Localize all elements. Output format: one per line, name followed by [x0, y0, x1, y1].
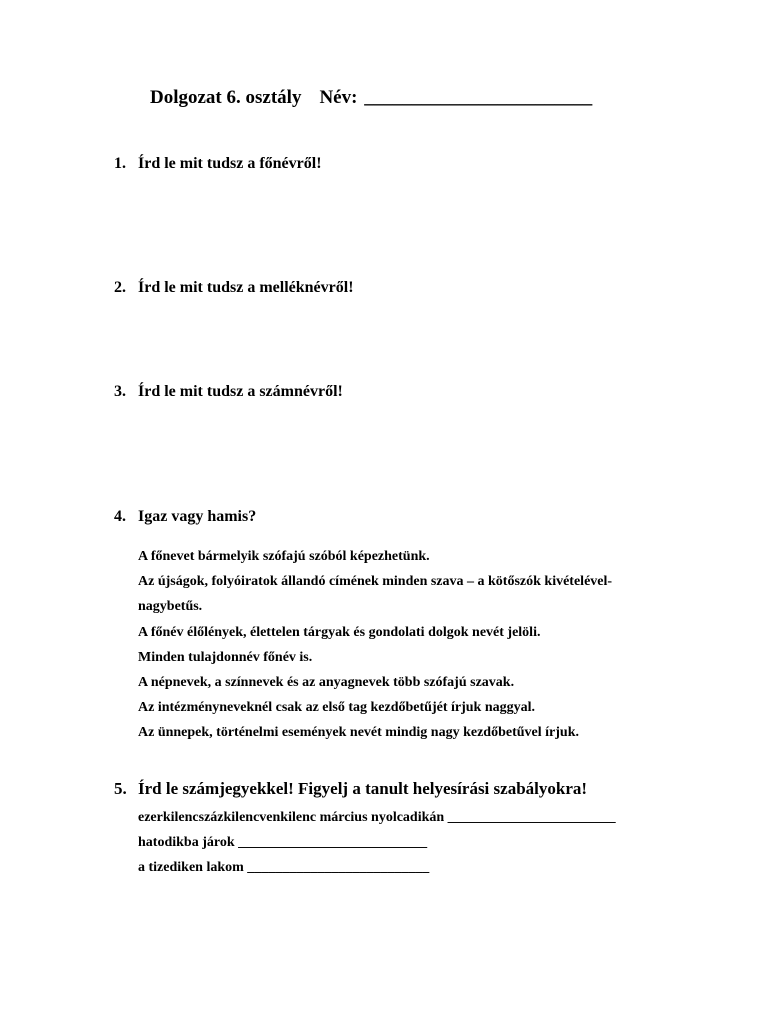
question-2 — [114, 278, 354, 298]
statement-line: A népnevek, a színnevek és az anyagnevek több szófajú szavak. — [138, 675, 515, 691]
statement-line: Minden tulajdonnév főnév is. — [138, 649, 313, 665]
exercise-line: hatodikba járok ___________________________ — [138, 835, 428, 851]
question-3 — [114, 382, 343, 402]
question-1 — [114, 154, 322, 174]
statement-line: A főnév élőlények, élettelen tárgyak és gondolati dolgok nevét jelöli. — [138, 624, 541, 640]
statement-line: Az ünnepek, történelmi események nevét mindig nagy kezdőbetűvel írjuk. — [138, 725, 579, 741]
question-text: Igaz vagy hamis? — [138, 508, 257, 525]
statement-line: A főnevet bármelyik szófajú szóból képezhetünk. — [138, 549, 430, 564]
name-label: Név: — [319, 87, 358, 108]
question-4 — [114, 507, 256, 527]
question-5 — [114, 779, 587, 799]
exercise-line: a tizediken lakom __________________________ — [138, 860, 430, 876]
statement-line: nagybetűs. — [138, 599, 203, 615]
number-writing-exercises — [138, 805, 616, 881]
statement-line: Az intézményneveknél csak az első tag kezdőbetűjét írjuk naggyal. — [138, 700, 536, 716]
question-text: Írd le mit tudsz a főnévről! — [138, 155, 322, 172]
question-text: Írd le mit tudsz a számnévről! — [138, 383, 343, 400]
page-title — [150, 86, 592, 110]
question-number: 5. — [114, 779, 127, 798]
question-number: 4. — [114, 508, 126, 525]
question-text: Írd le számjegyekkel! Figyelj a tanult helyesírási szabályokra! — [138, 779, 588, 798]
question-text: Írd le mit tudsz a melléknévről! — [138, 279, 354, 296]
title-text: Dolgozat 6. osztály — [150, 87, 302, 108]
question-number: 2. — [114, 279, 126, 296]
name-blank-line: ________________________ — [364, 87, 593, 108]
exercise-line: ezerkilencszázkilencvenkilenc március nyolcadikán ________________________ — [138, 810, 616, 825]
statement-line: Az újságok, folyóiratok állandó címének minden szava – a kötőszók kivételével- — [138, 574, 613, 590]
question-number: 1. — [114, 155, 126, 172]
question-number: 3. — [114, 383, 126, 400]
true-false-statements — [138, 544, 612, 746]
